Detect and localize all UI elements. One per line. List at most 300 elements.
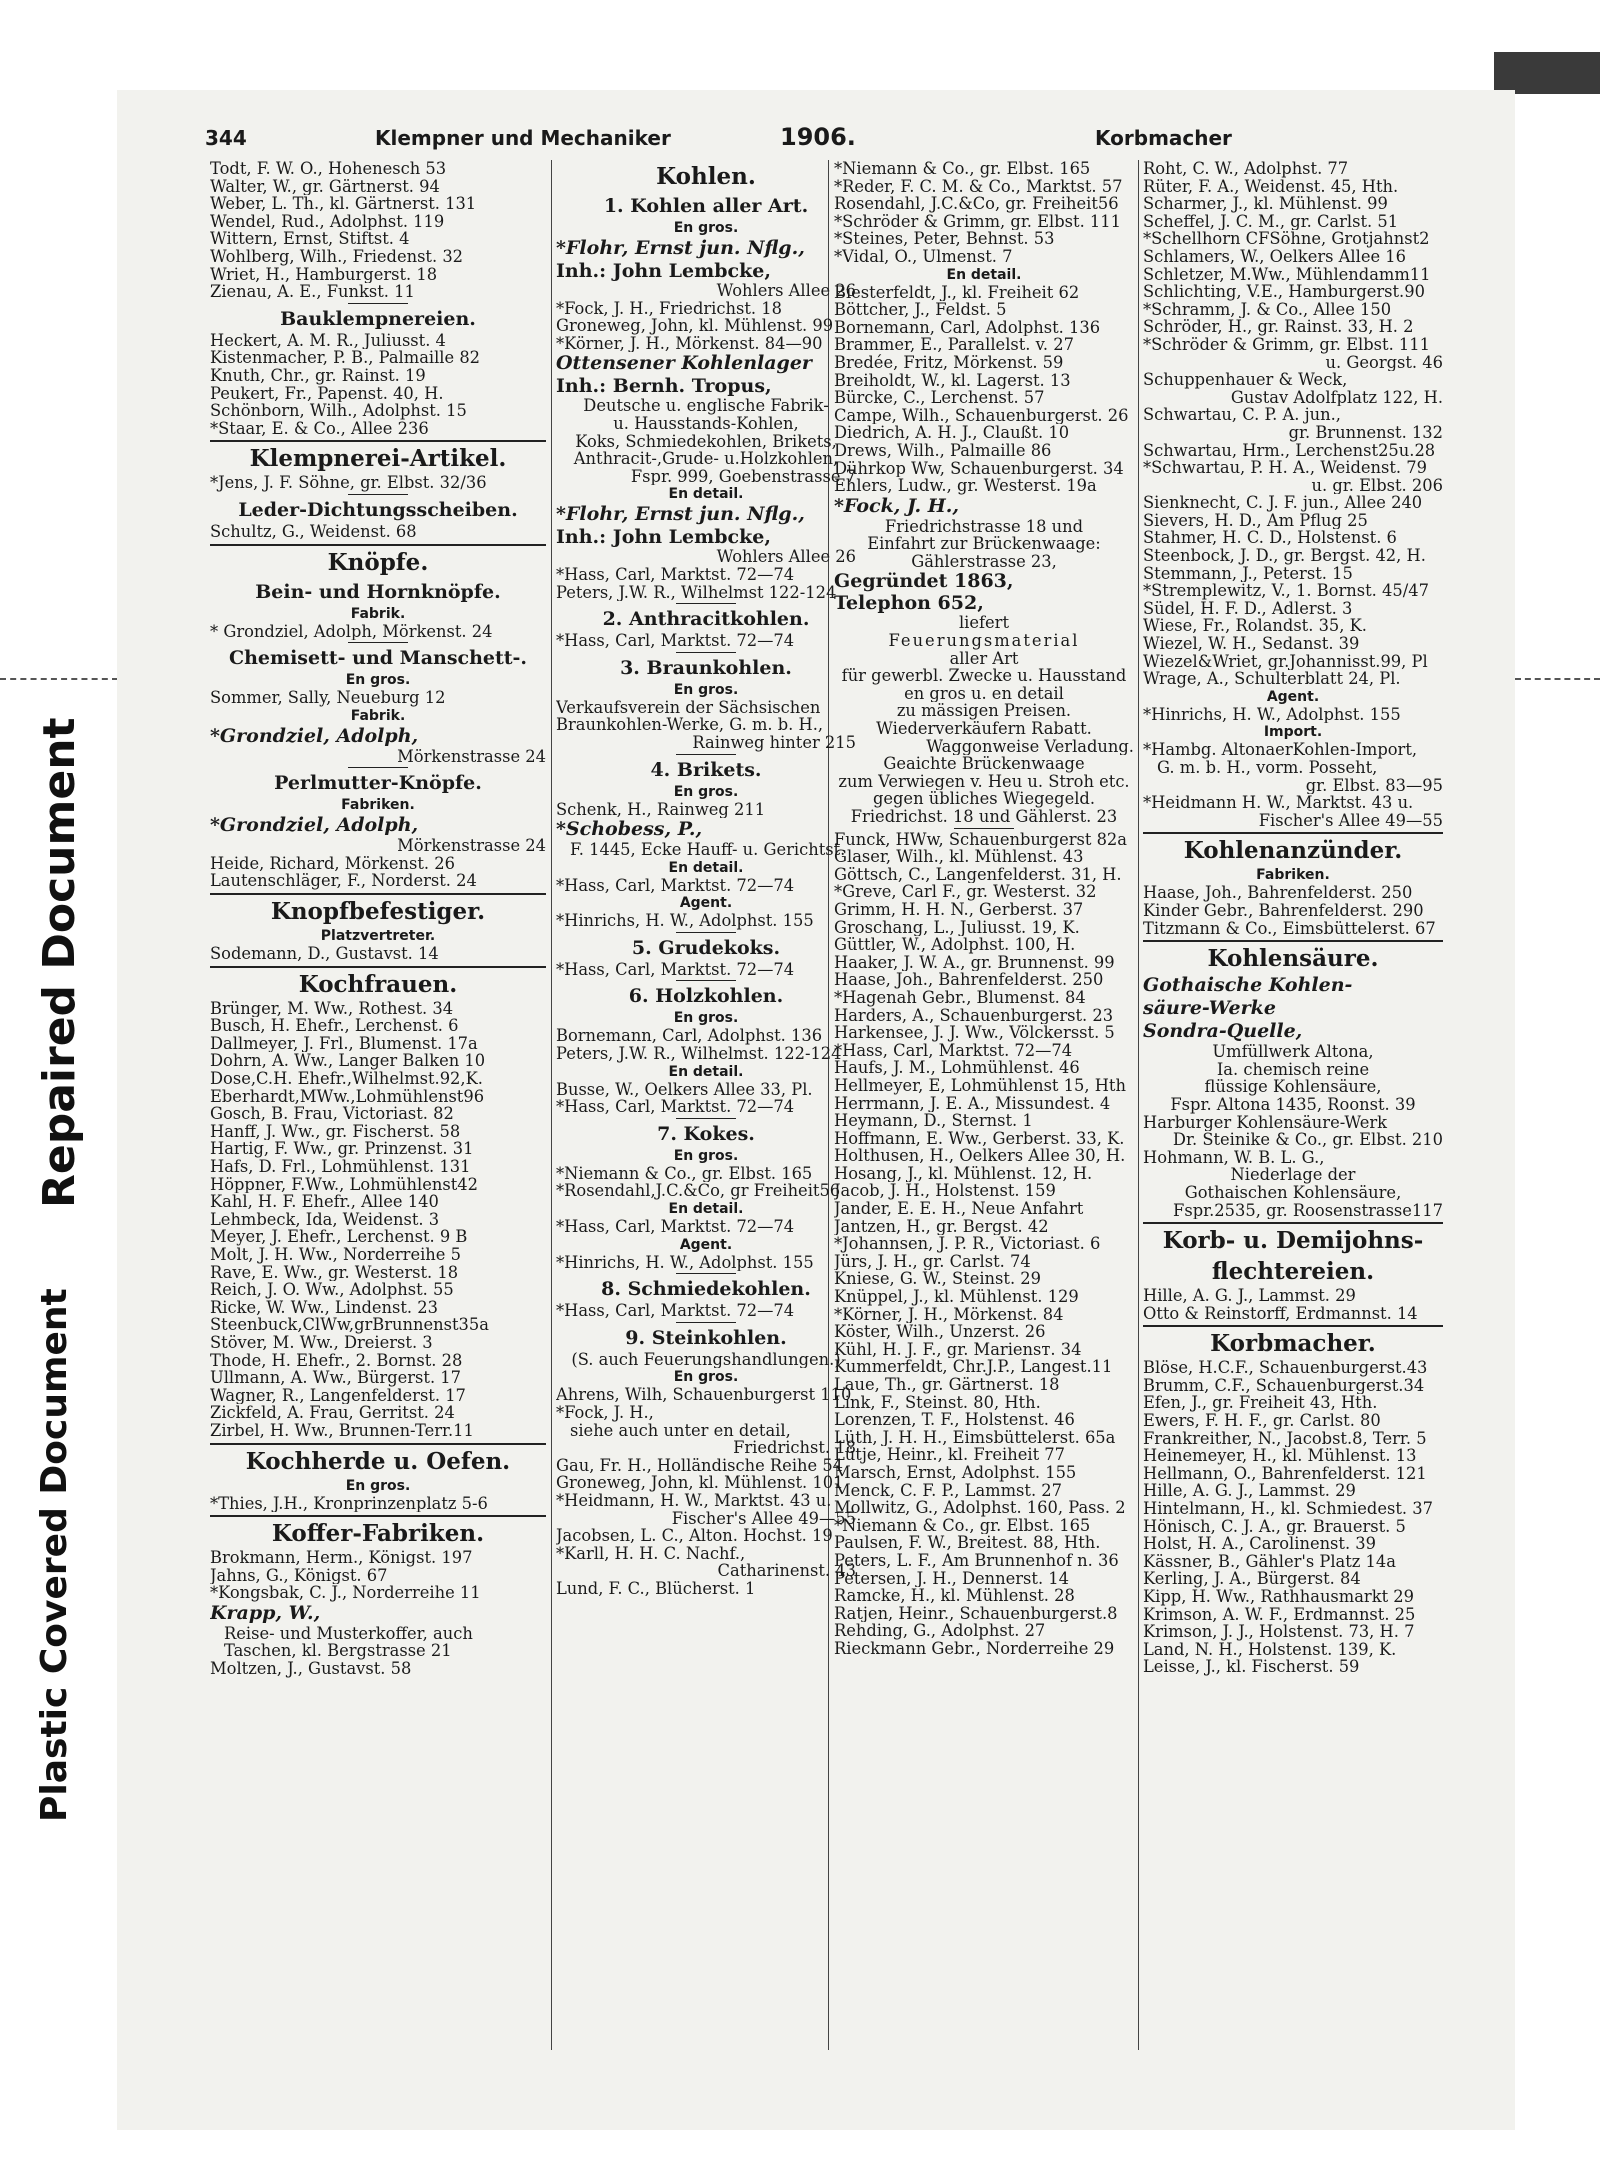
listing-entry: Göttsch, C., Langenfelderst. 31, H. — [834, 865, 1122, 884]
section-divider — [210, 440, 546, 442]
firm-name: Gothaische Kohlen- — [1143, 974, 1353, 997]
listing-entry: *Greve, Carl F., gr. Westerst. 32 — [834, 883, 1097, 901]
listing-entry: Leisse, J., kl. Fischerst. 59 — [1143, 1658, 1360, 1676]
listing-entry: *Reder, F. C. M. & Co., Marktst. 57 — [834, 177, 1123, 196]
listing-entry: Ricke, W. Ww., Lindenst. 23 — [210, 1298, 438, 1317]
listing-entry: Hanff, J. Ww., gr. Fischerst. 58 — [210, 1122, 461, 1141]
listing-entry: Kinder Gebr., Bahrenfelderst. 290 — [1143, 901, 1424, 920]
section-heading: Knöpfe. — [327, 548, 429, 576]
section-divider — [676, 932, 736, 933]
listing-entry: Laue, Th., gr. Gärtnerst. 18 — [834, 1376, 1060, 1394]
listing-entry: Krimson, A. W. F., Erdmannst. 25 — [1143, 1605, 1416, 1624]
category-label: Import. — [1263, 724, 1323, 741]
listing-entry: Wrage, A., Schulterblatt 24, Pl. — [1143, 670, 1401, 688]
listing-entry: Diedrich, A. H. J., Claußt. 10 — [834, 424, 1070, 442]
subsection-heading: 3. Braunkohlen. — [620, 656, 792, 679]
listing-entry: *Hass, Carl, Marktst. 72—74 — [556, 1218, 795, 1236]
category-label: En detail. — [668, 1063, 744, 1080]
listing-entry: Lehmbeck, Ida, Weidenst. 3 — [210, 1210, 440, 1229]
listing-text: Niederlage der — [1230, 1166, 1356, 1184]
listing-continuation: Dr. Steinike & Co., gr. Elbst. 210 — [1172, 1131, 1443, 1149]
listing-continuation: F. 1445, Ecke Hauff- u. Gerichtst. — [570, 841, 846, 859]
listing-entry: Kerling, J. A., Bürgerst. 84 — [1143, 1570, 1361, 1588]
listing-entry: *Hinrichs, H. W., Adolphst. 155 — [556, 1253, 814, 1272]
listing-entry: *Hass, Carl, Marktst. 72—74 — [834, 1041, 1073, 1060]
section-divider — [1143, 1222, 1443, 1224]
listing-entry: Lautenschläger, F., Norderst. 24 — [210, 872, 477, 891]
listing-entry: *Schramm, J. & Co., Allee 150 — [1143, 300, 1392, 319]
listing-continuation: Fischer's Allee 49—55 — [671, 1509, 856, 1528]
section-heading: Kochfrauen. — [298, 970, 458, 998]
column-2 — [556, 160, 856, 1598]
category-label: En gros. — [673, 220, 739, 236]
cut-line-right — [1515, 678, 1600, 680]
listing-entry: *Stremplewitz, V., 1. Bornst. 45/47 — [1143, 582, 1429, 600]
listing-entry: Knuth, Chr., gr. Rainst. 19 — [210, 366, 426, 385]
listing-text: liefert — [958, 614, 1010, 633]
section-divider — [676, 1322, 736, 1323]
firm-name: Ottensener Kohlenlager — [556, 352, 812, 375]
listing-entry: Stemmann, J., Peterst. 15 — [1143, 564, 1353, 583]
listing-entry: Breiholdt, W., kl. Lagerst. 13 — [834, 371, 1071, 390]
listing-entry: Molt, J. H. Ww., Norderreihe 5 — [210, 1245, 461, 1264]
firm-detail: Gegründet 1863, — [834, 570, 1014, 593]
column-divider — [1138, 160, 1139, 2050]
section-heading: Kochherde u. Oefen. — [245, 1447, 511, 1475]
listing-entry: Heide, Richard, Mörkenst. 26 — [210, 854, 455, 873]
listing-entry: *Fock, J. H., — [556, 1404, 654, 1422]
listing-entry: *Rosendahl,J.C.&Co, gr Freiheit56 — [556, 1182, 841, 1201]
listing-entry: Ehlers, Ludw., gr. Westerst. 19a — [834, 477, 1097, 495]
listing-entry: Hellmann, O., Bahrenfelderst. 121 — [1143, 1464, 1427, 1483]
listing-entry: Hartig, F. Ww., gr. Prinzenst. 31 — [210, 1140, 474, 1158]
subsection-heading: 5. Grudekoks. — [631, 936, 781, 959]
page-number: 344 — [205, 126, 247, 150]
category-label: En detail. — [946, 266, 1022, 283]
subsection-heading: Bein- und Hornknöpfe. — [255, 580, 501, 603]
listing-entry: *Hass, Carl, Marktst. 72—74 — [556, 960, 795, 979]
listing-entry: Bornemann, Carl, Adolphst. 136 — [556, 1027, 823, 1046]
listing-entry: *Staar, E. & Co., Allee 236 — [210, 419, 429, 438]
listing-entry: Kummerfeldt, Chr.J.P., Langest.11 — [834, 1358, 1113, 1376]
listing-entry: Kässner, B., Gähler's Platz 14a — [1143, 1552, 1396, 1571]
listing-continuation: siehe auch unter en detail, — [570, 1421, 791, 1440]
listing-entry: Stahmer, H. C. D., Holstenst. 6 — [1143, 529, 1397, 548]
firm-name: Sondra-Quelle, — [1143, 1020, 1303, 1043]
listing-entry: Holthusen, H., Oelkers Allee 30, H. — [834, 1147, 1126, 1165]
listing-entry: Hafs, D. Frl., Lohmühlenst. 131 — [210, 1158, 471, 1176]
listing-entry: Jacobsen, L. C., Alton. Hochst. 19 — [556, 1527, 833, 1545]
listing-text: zum Verwiegen v. Heu u. Stroh etc. — [838, 772, 1130, 791]
listing-entry: Ratjen, Heinr., Schauenburgerst.8 — [834, 1604, 1118, 1623]
listing-entry: Wiezel, W. H., Sedanst. 39 — [1143, 635, 1360, 653]
listing-entry: * Grondziel, Adolph, Mörkenst. 24 — [210, 622, 493, 641]
listing-entry: Ahrens, Wilh, Schauenburgerst 110 — [556, 1386, 852, 1404]
column-divider — [551, 160, 552, 2050]
listing-text: flüssige Kohlensäure, — [1204, 1078, 1382, 1096]
listing-continuation: Fspr.2535, gr. Roosenstrasse117 — [1173, 1201, 1443, 1220]
section-heading: flechtereien. — [1211, 1258, 1375, 1286]
listing-continuation: Waggonweise Verladung. — [926, 737, 1134, 756]
listing-entry: Jürs, J. H., gr. Carlst. 74 — [834, 1252, 1031, 1271]
firm-name: Krapp, W., — [210, 1601, 321, 1624]
listing-entry: *Niemann & Co., gr. Elbst. 165 — [556, 1164, 813, 1183]
category-label: En gros. — [673, 1147, 739, 1164]
listing-text: Wiederverkäufern Rabatt. — [876, 720, 1092, 738]
category-label: Platzvertreter. — [320, 928, 436, 945]
listing-entry: Knüppel, J., kl. Mühlenst. 129 — [834, 1288, 1079, 1306]
subsection-heading: 2. Anthracitkohlen. — [602, 608, 810, 631]
listing-text: für gewerbl. Zwecke u. Hausstand — [841, 667, 1127, 685]
listing-entry: Mollwitz, G., Adolphst. 160, Pass. 2 — [834, 1499, 1126, 1517]
listing-entry: Schwartau, C. P. A. jun., — [1143, 406, 1341, 424]
listing-entry: Steenbock, J. D., gr. Bergst. 42, H. — [1143, 547, 1426, 565]
listing-entry: Wittern, Ernst, Stiftst. 4 — [210, 230, 410, 248]
subsection-heading: 6. Holzkohlen. — [628, 985, 784, 1008]
listing-text: gegen übliches Wiegegeld. — [872, 790, 1096, 808]
listing-entry: Groschang, L., Juliusst. 19, K. — [834, 918, 1080, 937]
listing-continuation: Friedrichst. 18 — [733, 1439, 856, 1457]
category-label: En detail. — [668, 859, 744, 876]
listing-entry: *Heidmann, H. W., Marktst. 43 u. — [556, 1491, 832, 1510]
column-4 — [1143, 160, 1443, 1676]
listing-entry: Biesterfeldt, J., kl. Freiheit 62 — [834, 283, 1080, 302]
listing-entry: *Thies, J.H., Kronprinzenplatz 5-6 — [210, 1494, 488, 1513]
listing-entry: Hille, A. G. J., Lammst. 29 — [1143, 1482, 1356, 1501]
section-heading: Knopfbefestiger. — [270, 898, 486, 926]
listing-entry: Schultz, G., Weidenst. 68 — [210, 522, 417, 541]
listing-entry: *Hinrichs, H. W., Adolphst. 155 — [1143, 705, 1401, 724]
listing-entry: *Jens, J. F. Söhne, gr. Elbst. 32/36 — [210, 474, 487, 492]
listing-entry: Sienknecht, C. J. F. jun., Allee 240 — [1143, 494, 1423, 512]
listing-entry: Stöver, M. Ww., Dreierst. 3 — [210, 1333, 433, 1352]
listing-text: Anthracit-,Grude- u.Holzkohlen, — [573, 450, 839, 468]
listing-entry: Dohrn, A. Ww., Langer Balken 10 — [210, 1052, 486, 1071]
listing-entry: *Steines, Peter, Behnst. 53 — [834, 230, 1055, 248]
listing-entry: Weber, L. Th., kl. Gärtnerst. 131 — [210, 195, 477, 213]
listing-entry: Brammer, E., Parallelst. v. 27 — [834, 336, 1074, 354]
listing-entry: Güttler, W., Adolphst. 100, H. — [834, 936, 1076, 954]
listing-entry: Schlichting, V.E., Hamburgerst.90 — [1143, 283, 1425, 301]
listing-text: Fspr. Altona 1435, Roonst. 39 — [1170, 1095, 1416, 1114]
listing-entry: Heckert, A. M. R., Juliusst. 4 — [210, 331, 446, 350]
section-divider — [348, 767, 408, 768]
section-divider — [676, 980, 736, 981]
listing-entry: Kühl, H. J. F., gr. Mariensт. 34 — [834, 1340, 1082, 1359]
listing-entry: Zienau, A. E., Funkst. 11 — [210, 283, 415, 301]
listing-entry: Reich, J. O. Ww., Adolphst. 55 — [210, 1281, 454, 1299]
category-label: Fabriken. — [341, 797, 415, 814]
listing-entry: Sievers, H. D., Am Pflug 25 — [1143, 511, 1368, 530]
listing-entry: Hellmeyer, E, Lohmühlenst 15, Hth — [834, 1076, 1126, 1095]
listing-entry: Kistenmacher, P. B., Palmaille 82 — [210, 349, 481, 367]
section-divider — [348, 494, 408, 495]
listing-entry: Wiese, Fr., Rolandst. 35, K. — [1143, 617, 1367, 636]
listing-entry: Kahl, H. F. Ehefr., Allee 140 — [210, 1193, 439, 1211]
category-label: Agent. — [1266, 688, 1320, 705]
listing-text: Deutsche u. englische Fabrik- — [583, 397, 829, 415]
listing-entry: Schröder, H., gr. Rainst. 33, H. 2 — [1143, 318, 1414, 336]
listing-entry: Schwartau, Hrm., Lerchenst25u.28 — [1143, 441, 1436, 460]
listing-entry: *Kongsbak, C. J., Norderreihe 11 — [210, 1584, 481, 1602]
section-heading: Klempnerei-Artikel. — [249, 445, 507, 473]
listing-entry: Blöse, H.C.F., Schauenburgerst.43 — [1143, 1359, 1428, 1377]
listing-entry: Wiezel&Wriet, gr.Johannisst.99, Pl — [1143, 652, 1428, 671]
listing-entry: Zickfeld, A. Frau, Gerritst. 24 — [210, 1404, 455, 1422]
listing-entry: Hönisch, C. J. A., gr. Brauerst. 5 — [1143, 1517, 1406, 1536]
listing-entry: Campe, Wilh., Schauenburgerst. 26 — [834, 406, 1129, 425]
listing-entry: Funck, HWw, Schauenburgerst 82a — [834, 830, 1127, 849]
listing-continuation: G. m. b. H., vorm. Posseht, — [1157, 759, 1378, 777]
listing-entry: *Hass, Carl, Marktst. 72—74 — [556, 565, 795, 584]
listing-entry: Haufs, J. M., Lohmühlenst. 46 — [834, 1059, 1080, 1077]
listing-entry: Bredée, Fritz, Mörkenst. 59 — [834, 353, 1064, 372]
listing-entry: Moltzen, J., Gustavst. 58 — [210, 1660, 412, 1678]
listing-entry: *Hagenah Gebr., Blumenst. 84 — [834, 988, 1086, 1007]
listing-continuation: Fischer's Allee 49—55 — [1258, 811, 1443, 830]
listing-entry: Busch, H. Ehefr., Lerchenst. 6 — [210, 1017, 459, 1035]
listing-entry: Höppner, F.Ww., Lohmühlenst42 — [210, 1175, 478, 1194]
category-label: Fabrik. — [350, 707, 406, 724]
listing-entry: Jantzen, H., gr. Bergst. 42 — [834, 1217, 1049, 1236]
corner-tab — [1494, 52, 1600, 94]
listing-entry: *Schröder & Grimm, gr. Elbst. 111 — [834, 212, 1121, 231]
listing-entry: Schuppenhauer & Weck, — [1143, 371, 1348, 389]
category-label: Agent. — [679, 895, 733, 912]
listing-entry: Roht, C. W., Adolphst. 77 — [1143, 160, 1349, 178]
listing-entry: *Schellhorn CFSöhne, Grotjahnst2 — [1143, 230, 1430, 248]
section-heading: Korbmacher. — [1210, 1330, 1376, 1358]
listing-entry: Todt, F. W. O., Hohenesch 53 — [210, 160, 447, 178]
listing-entry: Grimm, H. H. N., Gerberst. 37 — [834, 900, 1084, 919]
listing-entry: Schönborn, Wilh., Adolphst. 15 — [210, 402, 467, 420]
listing-entry: Eberhardt,MWw.,Lohmühlenst96 — [210, 1087, 485, 1106]
category-label: En detail. — [668, 1201, 744, 1218]
plastic-covered-document-label: Plastic Covered Document — [34, 1288, 75, 1822]
section-heading: Kohlenanzünder. — [1183, 837, 1403, 865]
subsection-heading: Perlmutter-Knöpfe. — [274, 772, 482, 795]
listing-entry: *Heidmann H. W., Marktst. 43 u. — [1143, 794, 1414, 812]
listing-entry: *Karll, H. H. C. Nachf., — [556, 1544, 746, 1563]
listing-entry: *Niemann & Co., gr. Elbst. 165 — [834, 160, 1091, 178]
listing-entry: *Hambg. AltonaerKohlen-Import, — [1143, 741, 1418, 759]
listing-entry: *Körner, J. H., Mörkenst. 84—90 — [556, 334, 823, 353]
section-heading: Kohlensäure. — [1207, 945, 1379, 973]
listing-entry: Hoffmann, E. Ww., Gerberst. 33, K. — [834, 1129, 1125, 1148]
listing-entry: Frankreither, N., Jacobst.8, Terr. 5 — [1143, 1429, 1427, 1448]
subsection-heading: 4. Brikets. — [650, 758, 762, 781]
listing-entry: Scharmer, J., kl. Mühlenst. 99 — [1143, 195, 1388, 213]
header-right-title: Korbmacher — [1095, 126, 1232, 150]
listing-entry: Sodemann, D., Gustavst. 14 — [210, 945, 439, 963]
listing-continuation: Wohlers Allee 26 — [716, 282, 856, 300]
listing-entry: Marsch, Ernst, Adolphst. 155 — [834, 1463, 1077, 1482]
category-label: Fabrik. — [350, 605, 406, 622]
subsection-heading: 7. Kokes. — [657, 1122, 755, 1145]
subsection-heading: Bauklempnereien. — [280, 307, 476, 330]
listing-entry: Haase, Joh., Bahrenfelderst. 250 — [1143, 884, 1413, 902]
listing-entry: Lorenzen, T. F., Holstenst. 46 — [834, 1411, 1075, 1429]
subsection-heading: 8. Schmiedekohlen. — [601, 1278, 811, 1301]
listing-entry: Brünger, M. Ww., Rothest. 34 — [210, 999, 454, 1018]
listing-entry: Otto & Reinstorff, Erdmannst. 14 — [1143, 1304, 1418, 1323]
listing-text: Geaichte Brückenwaage — [883, 755, 1085, 773]
listing-entry: Rehding, G., Adolphst. 27 — [834, 1622, 1046, 1640]
listing-entry: Dührkop Ww, Schauenburgerst. 34 — [834, 459, 1124, 478]
listing-text: Ia. chemisch reine — [1216, 1060, 1370, 1079]
listing-entry: Hohmann, W. B. L. G., — [1143, 1148, 1325, 1167]
section-divider — [210, 1515, 546, 1517]
section-divider — [210, 1443, 546, 1445]
subsection-heading: Chemisett- und Manschett-. — [228, 647, 528, 670]
section-divider — [676, 1118, 736, 1119]
listing-continuation: Mörkenstrasse 24 — [397, 837, 546, 855]
listing-entry: Braunkohlen-Werke, G. m. b. H., — [556, 716, 824, 734]
section-heading: Korb- u. Demijohns- — [1162, 1227, 1424, 1255]
cut-line-left — [0, 678, 118, 680]
listing-entry: Paulsen, F. W., Breitest. 88, Hth. — [834, 1534, 1101, 1552]
section-divider — [348, 642, 408, 643]
listing-entry: Lund, F. C., Blücherst. 1 — [556, 1579, 756, 1598]
listing-entry: *Hinrichs, H. W., Adolphst. 155 — [556, 912, 814, 930]
firm-name: *Flohr, Ernst jun. Nflg., — [556, 237, 805, 259]
listing-entry: Walter, W., gr. Gärtnerst. 94 — [210, 177, 440, 196]
section-heading: Koffer-Fabriken. — [271, 1520, 485, 1548]
listing-entry: Wendel, Rud., Adolphst. 119 — [210, 212, 445, 231]
listing-text: Umfüllwerk Altona, — [1212, 1043, 1374, 1061]
listing-entry: Harders, A., Schauenburgerst. 23 — [834, 1006, 1114, 1025]
listing-entry: Gosch, B. Frau, Victoriast. 82 — [210, 1105, 454, 1123]
listing-continuation: Fspr. 999, Goebenstrasse 7 — [630, 467, 856, 486]
listing-entry: Steenbuck,ClWw,grBrunnenst35a — [210, 1316, 489, 1334]
listing-entry: *Niemann & Co., gr. Elbst. 165 — [834, 1516, 1091, 1535]
listing-text: aller Art — [949, 649, 1019, 668]
listing-entry: Peters, J.W. R., Wilhelmst. 122-124 — [556, 1045, 842, 1063]
listing-continuation: Reise- und Musterkoffer, auch — [224, 1624, 473, 1643]
listing-text: en gros u. en detail — [904, 684, 1064, 703]
category-label: En detail. — [668, 486, 744, 503]
listing-entry: Ramcke, H., kl. Mühlenst. 28 — [834, 1587, 1075, 1605]
listing-entry: Ullmann, A. Ww., Bürgerst. 17 — [210, 1369, 462, 1387]
section-divider — [1143, 832, 1443, 834]
listing-entry: Jacob, J. H., Holstenst. 159 — [834, 1182, 1056, 1201]
category-label: Agent. — [679, 1236, 733, 1253]
firm-name: *Grondziel, Adolph, — [210, 814, 419, 837]
listing-entry: Harburger Kohlensäure-Werk — [1143, 1113, 1388, 1132]
listing-text: Koks, Schmiedekohlen, Brikets, — [575, 432, 837, 451]
listing-entry: Bornemann, Carl, Adolphst. 136 — [834, 318, 1101, 337]
listing-entry: Dallmeyer, J. Frl., Blumenst. 17a — [210, 1034, 478, 1053]
section-divider — [210, 893, 546, 895]
section-divider — [676, 1273, 736, 1274]
listing-entry: Hosang, J., kl. Mühlenst. 12, H. — [834, 1164, 1093, 1183]
listing-entry: *Hass, Carl, Marktst. 72—74 — [556, 876, 795, 895]
category-label: En gros. — [673, 1010, 739, 1027]
listing-entry: Titzmann & Co., Eimsbüttelerst. 67 — [1143, 919, 1436, 938]
listing-continuation: Gustav Adolfplatz 122, H. — [1230, 388, 1443, 407]
section-divider — [1143, 1325, 1443, 1327]
listing-entry: Hintelmann, H., kl. Schmiedest. 37 — [1143, 1500, 1433, 1518]
listing-entry: Wriet, H., Hamburgerst. 18 — [210, 265, 438, 284]
listing-entry: Land, N. H., Holstenst. 139, K. — [1143, 1640, 1397, 1659]
section-divider — [210, 544, 546, 546]
listing-entry: Südel, H. F. D., Adlerst. 3 — [1143, 599, 1353, 618]
listing-entry: *Schröder & Grimm, gr. Elbst. 111 — [1143, 335, 1430, 354]
section-divider — [210, 966, 546, 968]
firm-name: *Grondziel, Adolph, — [210, 724, 419, 747]
listing-text: Einfahrt zur Brückenwaage: — [867, 535, 1101, 553]
listing-entry: Rave, E. Ww., gr. Westerst. 18 — [210, 1263, 459, 1282]
listing-entry: Busse, W., Oelkers Allee 33, Pl. — [556, 1080, 813, 1099]
listing-entry: Zirbel, H. Ww., Brunnen-Terr.11 — [210, 1421, 474, 1440]
listing-entry: Wohlberg, Wilh., Friedenst. 32 — [210, 247, 464, 266]
listing-continuation: Taschen, kl. Bergstrasse 21 — [224, 1642, 452, 1661]
listing-entry: *Hass, Carl, Marktst. 72—74 — [556, 1098, 795, 1116]
listing-entry: Jahns, G., Königst. 67 — [210, 1566, 388, 1585]
listing-text: Friedrichst. 18 und Gählerst. 23 — [850, 808, 1118, 826]
header-year: 1906. — [780, 123, 856, 151]
listing-entry: *Johannsen, J. P. R., Victoriast. 6 — [834, 1235, 1101, 1253]
section-divider — [954, 828, 1014, 829]
listing-entry: Peters, L. F., Am Brunnenhof n. 36 — [834, 1551, 1119, 1570]
subsection-heading: 9. Steinkohlen. — [625, 1326, 787, 1349]
listing-entry: Böttcher, J., Feldst. 5 — [834, 301, 1007, 319]
listing-entry: Glaser, Wilh., kl. Mühlenst. 43 — [834, 848, 1084, 866]
listing-continuation: gr. Brunnenst. 132 — [1288, 423, 1443, 442]
listing-entry: Scheffel, J. C. M., gr. Carlst. 51 — [1143, 212, 1399, 231]
section-divider — [1143, 940, 1443, 942]
category-label: En gros. — [345, 1477, 411, 1494]
listing-entry: Krimson, J. J., Holstenst. 73, H. 7 — [1143, 1623, 1415, 1641]
firm-name: *Fock, J. H., — [834, 494, 959, 517]
repaired-document-label: Repaired Document — [34, 717, 85, 1208]
spaced-text: Feuerungsmaterial — [888, 631, 1080, 651]
listing-entry: Brokmann, Herm., Königst. 197 — [210, 1549, 473, 1567]
listing-entry: Gau, Fr. H., Holländische Reihe 54 — [556, 1456, 844, 1475]
firm-name: *Flohr, Ernst jun. Nflg., — [556, 503, 805, 526]
listing-entry: Schletzer, M.Ww., Mühlendamm11 — [1143, 265, 1431, 284]
listing-entry: Heymann, D., Sternst. 1 — [834, 1112, 1033, 1130]
section-divider — [676, 603, 736, 604]
listing-continuation: gr. Elbst. 83—95 — [1305, 776, 1443, 795]
listing-text: zu mässigen Preisen. — [896, 702, 1072, 721]
section-divider — [348, 303, 408, 304]
page-header — [205, 123, 1232, 156]
listing-entry: Verkaufsverein der Sächsischen — [556, 698, 821, 717]
listing-entry: Rieckmann Gebr., Norderreihe 29 — [834, 1639, 1115, 1658]
listing-continuation: Wohlers Allee 26 — [716, 548, 856, 566]
listing-entry: *Vidal, O., Ulmenst. 7 — [834, 247, 1013, 266]
listing-entry: Sommer, Sally, Neueburg 12 — [210, 689, 446, 707]
subsection-heading: 1. Kohlen aller Art. — [603, 195, 809, 217]
listing-entry: Efen, J., gr. Freiheit 43, Hth. — [1143, 1394, 1378, 1413]
listing-entry: *Hass, Carl, Marktst. 72—74 — [556, 632, 795, 650]
listing-entry: Rosendahl, J.C.&Co, gr. Freiheit56 — [834, 195, 1119, 213]
listing-entry: Dose,C.H. Ehefr.,Wilhelmst.92,K. — [210, 1070, 483, 1088]
firm-name: *Schobess, P., — [556, 818, 703, 841]
listing-entry: Wagner, R., Langenfelderst. 17 — [210, 1386, 466, 1405]
category-label: En gros. — [673, 681, 739, 698]
listing-continuation: u. Georgst. 46 — [1325, 353, 1443, 372]
listing-entry: *Hass, Carl, Marktst. 72—74 — [556, 1302, 795, 1320]
listing-entry: Groneweg, John, kl. Mühlenst. 101 — [556, 1474, 844, 1492]
firm-detail: Telephon 652, — [834, 592, 984, 615]
listing-entry: Peters, J.W. R., Wilhelmst 122-124 — [556, 583, 837, 602]
listing-entry: Harkensee, J. J. Ww., Völckersst. 5 — [834, 1024, 1115, 1042]
subsection-heading: Leder-Dichtungsscheiben. — [238, 498, 518, 521]
listing-entry: Schenk, H., Rainweg 211 — [556, 800, 766, 819]
listing-entry: Haase, Joh., Bahrenfelderst. 250 — [834, 971, 1104, 989]
